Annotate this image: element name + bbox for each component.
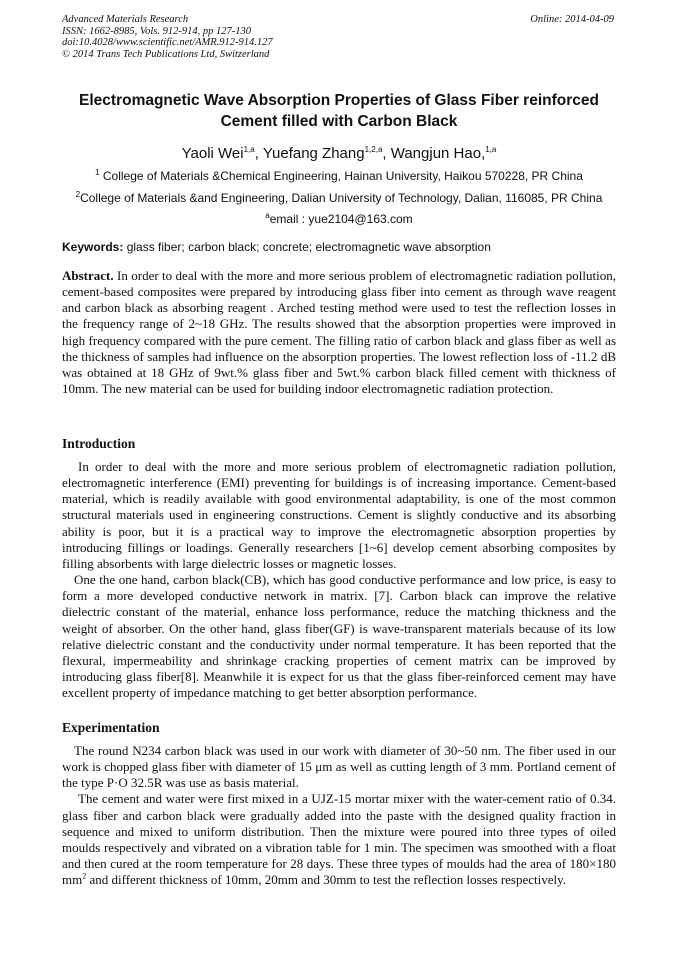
introduction-body	[62, 459, 616, 701]
abstract-label: Abstract.	[62, 268, 114, 283]
affiliation-1	[30, 168, 648, 184]
area-unit-exponent: 2	[82, 871, 87, 881]
email-line	[30, 211, 648, 227]
author-name: Yuefang Zhang	[262, 145, 365, 162]
experimentation-heading: Experimentation	[62, 720, 160, 735]
experimentation-paragraph-1: The round N234 carbon black was used in our work with diameter of 30~50 nm. The fiber used in our work is chopped glass fiber with diameter of 15 μm as well as cutting length of 3 mm. Portland cement of the type P·O 32.5R was use as basis material.	[62, 743, 616, 791]
introduction-heading: Introduction	[62, 436, 136, 451]
introduction-paragraph-2: One the one hand, carbon black(CB), which has good conductive performance and low price, is easy to form a more developed conductive network in matrix. [7]. Carbon black can improve the relative dielectric constant of the material, enhance loss performance, reduce the matching thickness and the weight of absorber. On the other hand, glass fiber(GF) is wave-transparent materials because of its low relative dielectric constant and the conductivity under normal temperature. It has been reported that the flexural, impermeability and shrinkage cracking properties of cement matrix can be improved by introducing glass fiber[8]. Meanwhile it is expect for us that the glass fiber-reinforced cement may have excellent property of impedance matching to get better absorption performance.	[62, 572, 616, 701]
keywords-label: Keywords:	[62, 240, 124, 254]
keywords	[62, 239, 618, 255]
copyright-line: © 2014 Trans Tech Publications Ltd, Switzerland	[62, 48, 270, 60]
affiliation-text: College of Materials &and Engineering, Dalian University of Technology, Dalian, 116085, PR China	[80, 191, 603, 205]
journal-header	[62, 14, 614, 60]
author-affiliation-mark: 1,a	[243, 145, 255, 154]
abstract-text: In order to deal with the more and more serious problem of electromagnetic radiation pollution, cement-based composites were prepared by introducing glass fiber into cement as through wave reagent and carbon black as absorbing reagent . Arched testing method were used to test the reflection losses in the frequency range of 2~18 GHz. The results showed that the absorption properties were improved in high frequency compared with the pure cement. The filling ratio of carbon black and glass fiber as well as the thickness of samples had influence on the absorption properties. The lowest reflection loss of -11.2 dB was obtained at 18 GHz of 9wt.% glass fiber and 5wt.% carbon black filled cement with thickness of 10mm. The new material can be used for building indoor electromagnetic radiation protection.	[62, 268, 616, 397]
affiliation-text: College of Materials &Chemical Engineering, Hainan University, Haikou 570228, PR China	[102, 169, 583, 183]
affiliation-2	[30, 190, 648, 206]
affiliation-mark: 2	[75, 190, 81, 199]
introduction-paragraph-1: In order to deal with the more and more serious problem of electromagnetic radiation pollution, electromagnetic interference (EMI) preventing for buildings is of increasing importance. Cement-based material, which is readily available with good environmental adaptability, is one of the most common structural materials used in engineering constructions. Cement is slightly conductive and its absorbing ability is poor, but it is a practical way to improve the electromagnetic absorption properties by introducing fillings or loadings. Generally researchers [1~6] develop cement absorbing composites by filling absorbents with large dielectric losses or magnetic losses.	[62, 459, 616, 571]
title-line-2: Cement filled with Carbon Black	[220, 113, 458, 130]
doi-line: doi:10.4028/www.scientific.net/AMR.912-914.127	[62, 37, 273, 48]
keywords-text: glass fiber; carbon black; concrete; electromagnetic wave absorption	[126, 240, 491, 254]
email-address: email : yue2104@163.com	[269, 212, 413, 226]
title-line-1: Electromagnetic Wave Absorption Properties of Glass Fiber reinforced	[79, 92, 599, 109]
journal-name: Advanced Materials Research	[62, 14, 189, 25]
issn-line: ISSN: 1662-8985, Vols. 912-914, pp 127-130	[62, 25, 251, 37]
experimentation-paragraph-2-text: The cement and water were first mixed in a UJZ-15 mortar mixer with the water-cement ratio of 0.34. glass fiber and carbon black were gradually added into the paste with the designed quality fraction in sequence and mixed to uniform distribution. Then the mixture were poured into three types of oiled moulds respectively and vibrated on a vibration table for 1 min. The specimen was smoothed with a float and then cured at the room temperature for 28 days. These three types of moulds had the area of 180×180 mm	[62, 791, 616, 888]
author-affiliation-mark: 1,2,a	[364, 145, 383, 154]
author-name: Yaoli Wei	[181, 145, 244, 162]
author-list: Yaoli Wei$^{1,a}$, Yuefang Zhang$^{1,2,a}$, Wangjun Hao,$^{1,a}$	[181, 145, 497, 162]
experimentation-paragraph-2-tail: and different thickness of 10mm, 20mm and 30mm to test the reflection losses respectively.	[86, 872, 567, 888]
author-name: Wangjun Hao,	[390, 145, 486, 162]
email-mark: a	[265, 211, 270, 220]
author-affiliation-mark: 1,a	[485, 145, 497, 154]
affiliation-mark: 1	[95, 168, 100, 177]
paper-title	[40, 90, 638, 132]
experimentation-body	[62, 743, 616, 888]
abstract	[62, 268, 616, 397]
experimentation-paragraph-2	[62, 791, 616, 888]
online-date: Online: 2014-04-09	[530, 14, 614, 25]
